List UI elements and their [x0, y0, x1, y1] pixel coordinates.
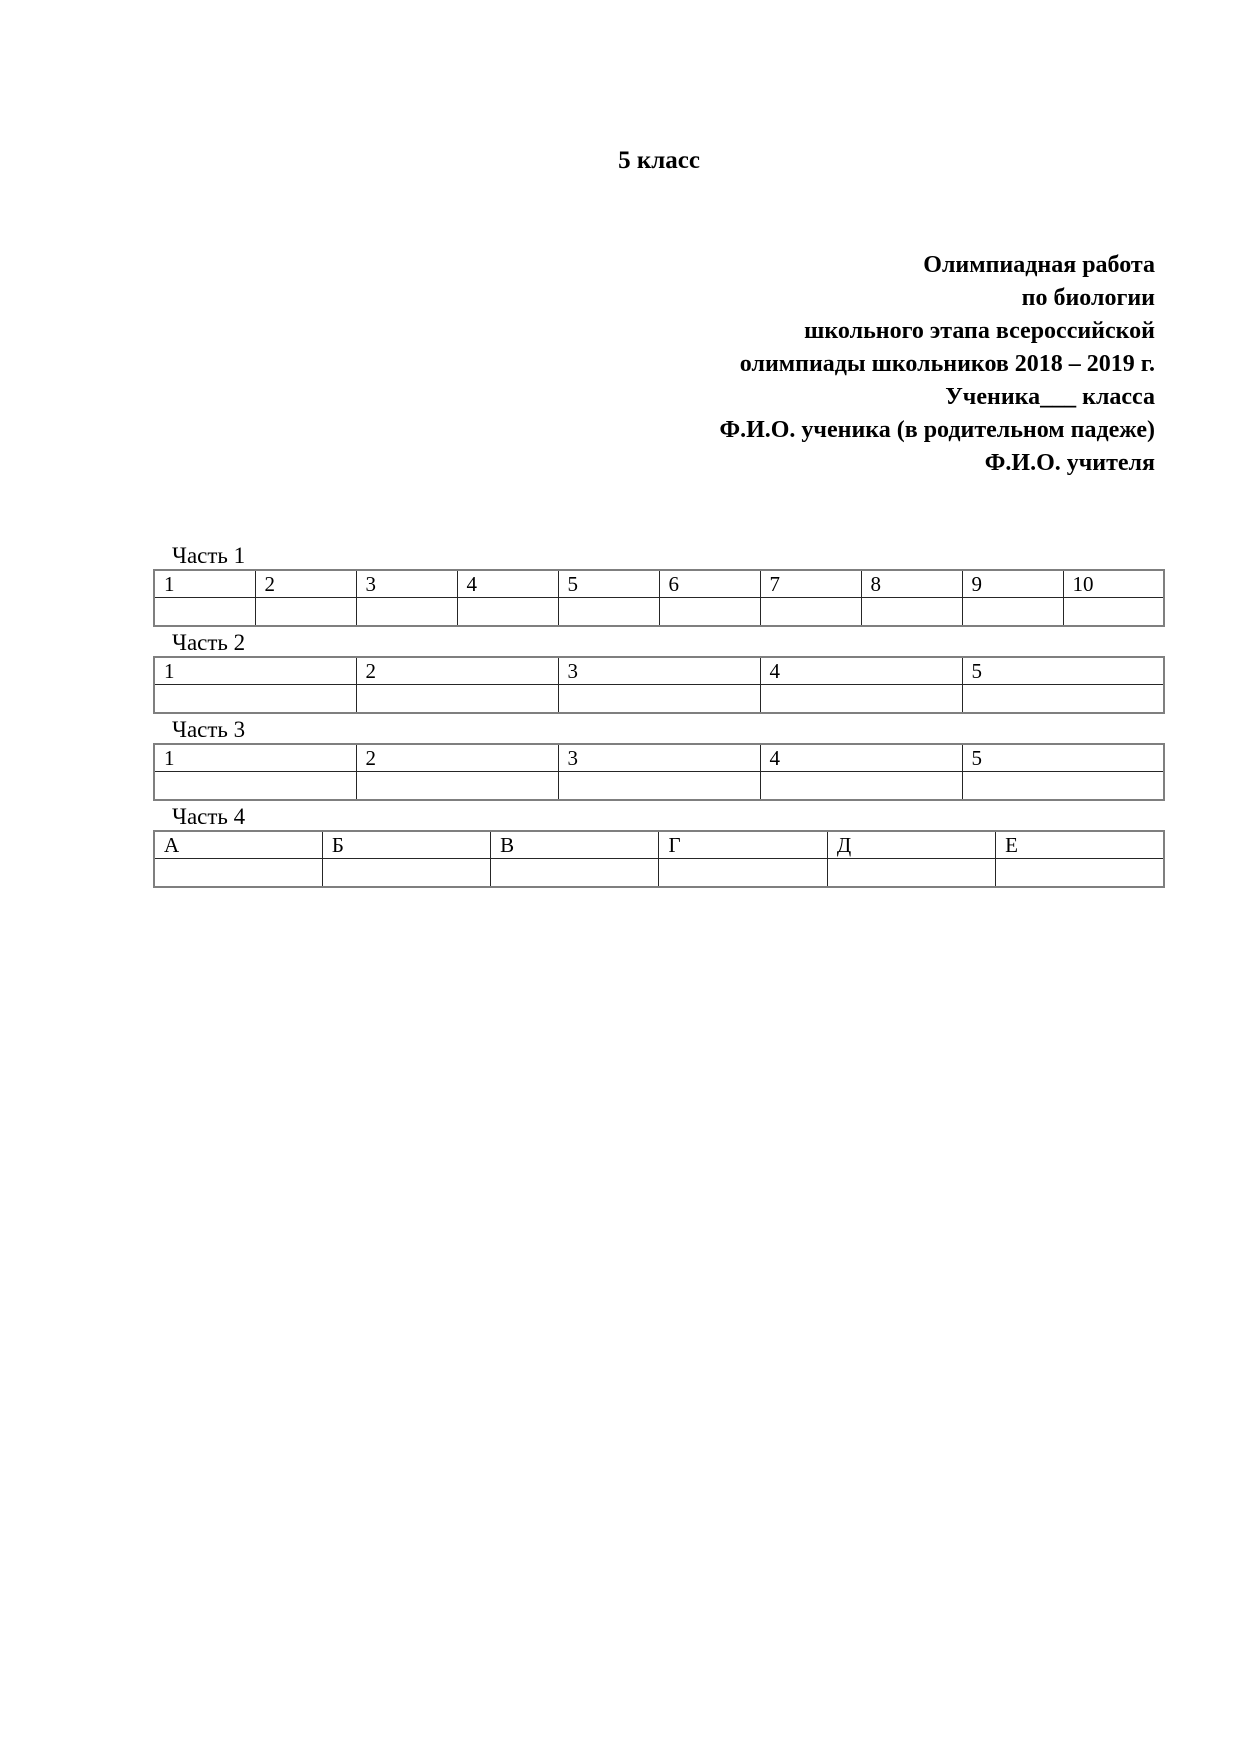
- part-3-col-header: 4: [760, 744, 962, 771]
- part-2-col-header: 5: [962, 657, 1164, 684]
- part-1-answer-cell[interactable]: [760, 597, 861, 626]
- part-2-answer-cell[interactable]: [760, 684, 962, 713]
- part-1-answer-cell[interactable]: [356, 597, 457, 626]
- part-1-answer-cell[interactable]: [1063, 597, 1164, 626]
- student-class-line: Ученика___ класса: [945, 384, 1155, 410]
- title-line-1: Олимпиадная работа: [923, 252, 1155, 278]
- part-1-col-header: 4: [457, 570, 558, 597]
- part-1-col-header: 2: [255, 570, 356, 597]
- part-4-col-header: Г: [659, 831, 827, 858]
- part-4-section: [153, 804, 1165, 888]
- part-1-answer-row: [154, 597, 1164, 626]
- part-1-col-header: 8: [861, 570, 962, 597]
- part-2-label: Часть 2: [172, 630, 246, 655]
- part-1-col-header: 1: [154, 570, 255, 597]
- part-1-col-header: 7: [760, 570, 861, 597]
- part-3-section: [153, 717, 1165, 801]
- part-1-answer-cell[interactable]: [861, 597, 962, 626]
- part-3-answer-cell[interactable]: [154, 771, 356, 800]
- part-4-answer-cell[interactable]: [996, 858, 1164, 887]
- part-2-col-header: 1: [154, 657, 356, 684]
- part-1-answer-cell[interactable]: [659, 597, 760, 626]
- part-4-answer-row: [154, 858, 1164, 887]
- part-4-col-header: А: [154, 831, 322, 858]
- part-4-table: [153, 830, 1165, 888]
- part-3-col-header: 5: [962, 744, 1164, 771]
- part-1-answer-cell[interactable]: [457, 597, 558, 626]
- part-2-header-row: [154, 657, 1164, 684]
- part-2-answer-cell[interactable]: [558, 684, 760, 713]
- part-1-answer-cell[interactable]: [558, 597, 659, 626]
- part-4-answer-cell[interactable]: [659, 858, 827, 887]
- part-2-answer-row: [154, 684, 1164, 713]
- part-3-answer-row: [154, 771, 1164, 800]
- part-4-answer-cell[interactable]: [154, 858, 322, 887]
- part-3-header-row: [154, 744, 1164, 771]
- part-3-answer-cell[interactable]: [558, 771, 760, 800]
- part-4-col-header: Е: [996, 831, 1164, 858]
- part-1-col-header: 10: [1063, 570, 1164, 597]
- part-1-section: [153, 543, 1165, 627]
- part-4-answer-cell[interactable]: [322, 858, 490, 887]
- part-3-answer-cell[interactable]: [356, 771, 558, 800]
- part-1-col-header: 6: [659, 570, 760, 597]
- page-content: [0, 0, 1165, 888]
- part-3-label: Часть 3: [172, 717, 246, 742]
- part-2-answer-cell[interactable]: [962, 684, 1164, 713]
- part-1-col-header: 5: [558, 570, 659, 597]
- part-3-col-header: 2: [356, 744, 558, 771]
- part-1-col-header: 9: [962, 570, 1063, 597]
- teacher-name-line: Ф.И.О. учителя: [984, 450, 1155, 476]
- part-2-col-header: 4: [760, 657, 962, 684]
- part-4-header-row: [154, 831, 1164, 858]
- part-3-answer-cell[interactable]: [760, 771, 962, 800]
- part-1-label: Часть 1: [172, 543, 246, 568]
- part-4-label: Часть 4: [172, 804, 246, 829]
- part-2-col-header: 3: [558, 657, 760, 684]
- part-2-answer-cell[interactable]: [154, 684, 356, 713]
- title-line-4: олимпиады школьников 2018 – 2019 г.: [739, 351, 1155, 377]
- part-3-answer-cell[interactable]: [962, 771, 1164, 800]
- part-2-table: [153, 656, 1165, 714]
- part-3-col-header: 3: [558, 744, 760, 771]
- grade-title: 5 класс: [618, 147, 700, 174]
- title-line-2: по биологии: [1021, 285, 1155, 311]
- part-1-answer-cell[interactable]: [154, 597, 255, 626]
- part-4-answer-cell[interactable]: [827, 858, 995, 887]
- part-1-header-row: [154, 570, 1164, 597]
- part-4-answer-cell[interactable]: [491, 858, 659, 887]
- part-2-answer-cell[interactable]: [356, 684, 558, 713]
- title-line-3: школьного этапа всероссийской: [804, 318, 1155, 344]
- title-block: [153, 249, 1155, 480]
- part-3-col-header: 1: [154, 744, 356, 771]
- part-4-col-header: Д: [827, 831, 995, 858]
- part-1-col-header: 3: [356, 570, 457, 597]
- part-1-answer-cell[interactable]: [962, 597, 1063, 626]
- part-4-col-header: В: [491, 831, 659, 858]
- part-2-section: [153, 630, 1165, 714]
- part-1-table: [153, 569, 1165, 627]
- part-4-col-header: Б: [322, 831, 490, 858]
- part-3-table: [153, 743, 1165, 801]
- part-2-col-header: 2: [356, 657, 558, 684]
- student-name-line: Ф.И.О. ученика (в родительном падеже): [719, 417, 1155, 443]
- part-1-answer-cell[interactable]: [255, 597, 356, 626]
